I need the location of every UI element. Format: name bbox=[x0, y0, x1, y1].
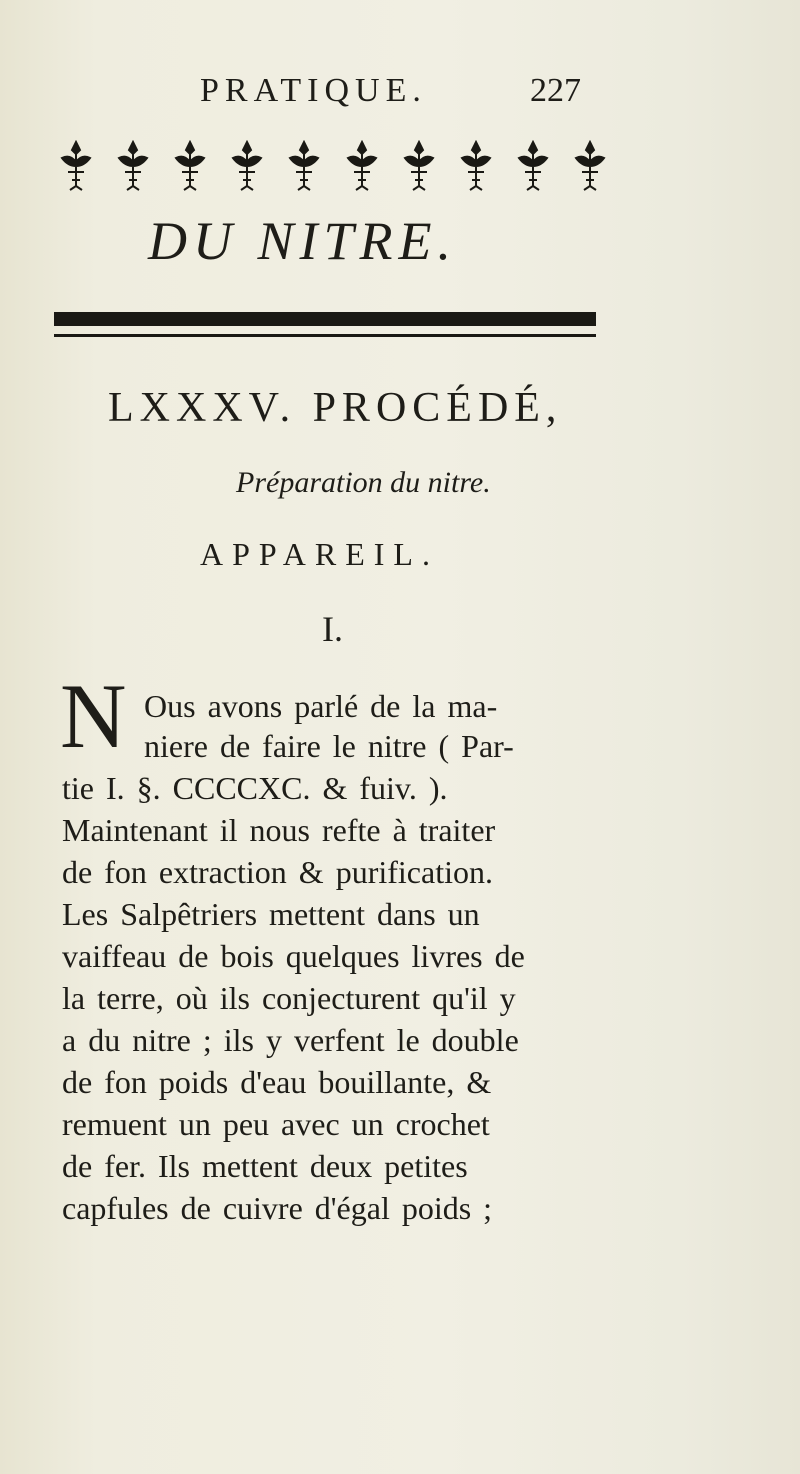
thin-rule bbox=[54, 334, 596, 337]
body-line: de fon extraction & purification. bbox=[62, 854, 493, 890]
body-line: capfules de cuivre d'égal poids ; bbox=[62, 1190, 493, 1226]
procedure-heading: LXXXV. PROCÉDÉ, bbox=[108, 385, 563, 431]
apparatus-heading: APPAREIL. bbox=[200, 536, 439, 572]
body-line: de fer. Ils mettent deux petites bbox=[62, 1148, 468, 1184]
fleuron-icon bbox=[399, 140, 439, 192]
fleuron-icon bbox=[170, 140, 210, 192]
running-head: PRATIQUE. bbox=[200, 72, 427, 109]
body-line: Les Salpêtriers mettent dans un bbox=[62, 896, 480, 932]
fleuron-icon bbox=[513, 140, 553, 192]
body-line: de fon poids d'eau bouillante, & bbox=[62, 1064, 492, 1100]
paragraph-numeral: I. bbox=[322, 609, 343, 649]
fleuron-icon bbox=[342, 140, 382, 192]
body-line: Ous avons parlé de la ma- bbox=[144, 688, 498, 724]
fleuron-ornament-row bbox=[56, 136, 610, 196]
fleuron-icon bbox=[56, 140, 96, 192]
double-rule-divider bbox=[54, 312, 596, 342]
body-line: tie I. §. CCCCXC. & fuiv. ). bbox=[62, 770, 448, 806]
procedure-subtitle: Préparation du nitre. bbox=[236, 466, 491, 499]
drop-cap: N bbox=[60, 665, 127, 767]
thick-rule bbox=[54, 312, 596, 326]
fleuron-icon bbox=[456, 140, 496, 192]
body-line: remuent un peu avec un crochet bbox=[62, 1106, 490, 1142]
body-line: la terre, où ils conjecturent qu'il y bbox=[62, 980, 516, 1016]
fleuron-icon bbox=[284, 140, 324, 192]
body-line: Maintenant il nous refte à traiter bbox=[62, 812, 496, 848]
fleuron-icon bbox=[227, 140, 267, 192]
fleuron-icon bbox=[113, 140, 153, 192]
body-line: niere de faire le nitre ( Par- bbox=[144, 728, 514, 764]
page-number: 227 bbox=[530, 72, 581, 109]
body-line: a du nitre ; ils y verfent le double bbox=[62, 1022, 519, 1058]
body-line: vaiffeau de bois quelques livres de bbox=[62, 938, 525, 974]
fleuron-icon bbox=[570, 140, 610, 192]
section-title: DU NITRE. bbox=[148, 211, 457, 271]
